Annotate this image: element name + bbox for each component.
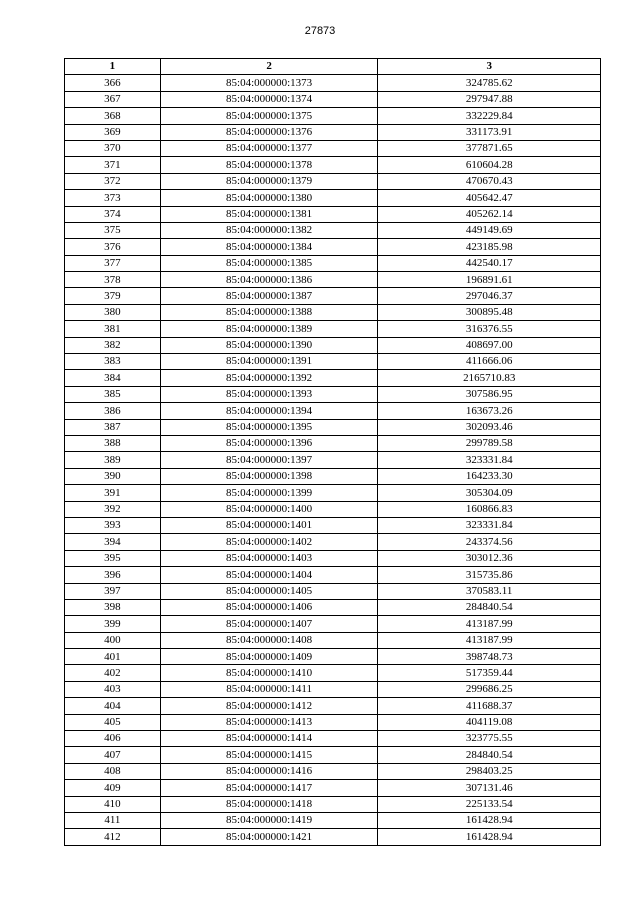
row-number-cell: 367	[65, 91, 161, 107]
value-cell: 323331.84	[378, 452, 601, 468]
cadastral-number-cell: 85:04:000000:1382	[160, 222, 378, 238]
column-header-3: 3	[378, 59, 601, 75]
value-cell: 411666.06	[378, 354, 601, 370]
value-cell: 413187.99	[378, 616, 601, 632]
row-number-cell: 407	[65, 747, 161, 763]
table-row	[65, 108, 601, 124]
row-number-cell: 401	[65, 649, 161, 665]
value-cell: 299686.25	[378, 681, 601, 697]
table-row	[65, 321, 601, 337]
row-number-cell: 412	[65, 829, 161, 845]
table-row	[65, 763, 601, 779]
table-row	[65, 649, 601, 665]
cadastral-number-cell: 85:04:000000:1415	[160, 747, 378, 763]
value-cell: 161428.94	[378, 829, 601, 845]
cadastral-number-cell: 85:04:000000:1399	[160, 485, 378, 501]
cadastral-number-cell: 85:04:000000:1421	[160, 829, 378, 845]
table-row	[65, 681, 601, 697]
value-cell: 297046.37	[378, 288, 601, 304]
row-number-cell: 383	[65, 354, 161, 370]
cadastral-number-cell: 85:04:000000:1397	[160, 452, 378, 468]
cadastral-number-cell: 85:04:000000:1395	[160, 419, 378, 435]
table-row	[65, 386, 601, 402]
value-cell: 404119.08	[378, 714, 601, 730]
table-row	[65, 157, 601, 173]
row-number-cell: 372	[65, 173, 161, 189]
value-cell: 284840.54	[378, 599, 601, 615]
row-number-cell: 384	[65, 370, 161, 386]
row-number-cell: 370	[65, 140, 161, 156]
table-header-row	[65, 59, 601, 75]
row-number-cell: 405	[65, 714, 161, 730]
row-number-cell: 403	[65, 681, 161, 697]
value-cell: 303012.36	[378, 550, 601, 566]
row-number-cell: 400	[65, 632, 161, 648]
table-row	[65, 714, 601, 730]
cadastral-number-cell: 85:04:000000:1405	[160, 583, 378, 599]
row-number-cell: 399	[65, 616, 161, 632]
table-row	[65, 190, 601, 206]
table-row	[65, 812, 601, 828]
row-number-cell: 366	[65, 75, 161, 91]
value-cell: 297947.88	[378, 91, 601, 107]
value-cell: 517359.44	[378, 665, 601, 681]
table-row	[65, 517, 601, 533]
table-row	[65, 255, 601, 271]
column-header-1: 1	[65, 59, 161, 75]
cadastral-number-cell: 85:04:000000:1416	[160, 763, 378, 779]
table-row	[65, 124, 601, 140]
value-cell: 323775.55	[378, 731, 601, 747]
page-number: 27873	[304, 25, 336, 37]
value-cell: 413187.99	[378, 632, 601, 648]
row-number-cell: 398	[65, 599, 161, 615]
row-number-cell: 380	[65, 304, 161, 320]
value-cell: 405262.14	[378, 206, 601, 222]
value-cell: 163673.26	[378, 403, 601, 419]
value-cell: 408697.00	[378, 337, 601, 353]
cadastral-number-cell: 85:04:000000:1400	[160, 501, 378, 517]
cadastral-number-cell: 85:04:000000:1376	[160, 124, 378, 140]
cadastral-number-cell: 85:04:000000:1412	[160, 698, 378, 714]
cadastral-number-cell: 85:04:000000:1414	[160, 731, 378, 747]
row-number-cell: 388	[65, 435, 161, 451]
table-row	[65, 75, 601, 91]
cadastral-number-cell: 85:04:000000:1396	[160, 435, 378, 451]
cadastral-number-cell: 85:04:000000:1374	[160, 91, 378, 107]
value-cell: 299789.58	[378, 435, 601, 451]
cadastral-number-cell: 85:04:000000:1393	[160, 386, 378, 402]
cadastral-number-cell: 85:04:000000:1419	[160, 812, 378, 828]
cadastral-number-cell: 85:04:000000:1398	[160, 468, 378, 484]
table-row	[65, 435, 601, 451]
row-number-cell: 390	[65, 468, 161, 484]
row-number-cell: 404	[65, 698, 161, 714]
row-number-cell: 385	[65, 386, 161, 402]
value-cell: 307131.46	[378, 780, 601, 796]
table-row	[65, 829, 601, 845]
cadastral-number-cell: 85:04:000000:1381	[160, 206, 378, 222]
table-row	[65, 599, 601, 615]
row-number-cell: 395	[65, 550, 161, 566]
table-row	[65, 140, 601, 156]
row-number-cell: 387	[65, 419, 161, 435]
value-cell: 423185.98	[378, 239, 601, 255]
row-number-cell: 393	[65, 517, 161, 533]
value-cell: 243374.56	[378, 534, 601, 550]
value-cell: 298403.25	[378, 763, 601, 779]
row-number-cell: 411	[65, 812, 161, 828]
table-row	[65, 239, 601, 255]
cadastral-number-cell: 85:04:000000:1390	[160, 337, 378, 353]
row-number-cell: 394	[65, 534, 161, 550]
cadastral-number-cell: 85:04:000000:1392	[160, 370, 378, 386]
cadastral-number-cell: 85:04:000000:1408	[160, 632, 378, 648]
row-number-cell: 409	[65, 780, 161, 796]
cadastral-number-cell: 85:04:000000:1394	[160, 403, 378, 419]
row-number-cell: 381	[65, 321, 161, 337]
value-cell: 164233.30	[378, 468, 601, 484]
table-row	[65, 272, 601, 288]
table-row	[65, 222, 601, 238]
cadastral-number-cell: 85:04:000000:1413	[160, 714, 378, 730]
row-number-cell: 382	[65, 337, 161, 353]
value-cell: 470670.43	[378, 173, 601, 189]
row-number-cell: 402	[65, 665, 161, 681]
row-number-cell: 410	[65, 796, 161, 812]
value-cell: 398748.73	[378, 649, 601, 665]
table-row	[65, 419, 601, 435]
table-row	[65, 304, 601, 320]
table-row	[65, 567, 601, 583]
value-cell: 160866.83	[378, 501, 601, 517]
value-cell: 442540.17	[378, 255, 601, 271]
table-row	[65, 452, 601, 468]
row-number-cell: 374	[65, 206, 161, 222]
cadastral-number-cell: 85:04:000000:1401	[160, 517, 378, 533]
value-cell: 196891.61	[378, 272, 601, 288]
table-row	[65, 632, 601, 648]
cadastral-number-cell: 85:04:000000:1417	[160, 780, 378, 796]
value-cell: 300895.48	[378, 304, 601, 320]
value-cell: 324785.62	[378, 75, 601, 91]
table-row	[65, 780, 601, 796]
row-number-cell: 371	[65, 157, 161, 173]
table-row	[65, 796, 601, 812]
value-cell: 370583.11	[378, 583, 601, 599]
value-cell: 610604.28	[378, 157, 601, 173]
value-cell: 315735.86	[378, 567, 601, 583]
value-cell: 302093.46	[378, 419, 601, 435]
cadastral-number-cell: 85:04:000000:1384	[160, 239, 378, 255]
row-number-cell: 408	[65, 763, 161, 779]
cadastral-number-cell: 85:04:000000:1407	[160, 616, 378, 632]
table-row	[65, 337, 601, 353]
row-number-cell: 378	[65, 272, 161, 288]
value-cell: 316376.55	[378, 321, 601, 337]
cadastral-number-cell: 85:04:000000:1391	[160, 354, 378, 370]
cadastral-number-cell: 85:04:000000:1406	[160, 599, 378, 615]
cadastral-number-cell: 85:04:000000:1373	[160, 75, 378, 91]
row-number-cell: 373	[65, 190, 161, 206]
table-row	[65, 468, 601, 484]
value-cell: 377871.65	[378, 140, 601, 156]
cadastral-number-cell: 85:04:000000:1380	[160, 190, 378, 206]
value-cell: 305304.09	[378, 485, 601, 501]
row-number-cell: 389	[65, 452, 161, 468]
value-cell: 323331.84	[378, 517, 601, 533]
table-row	[65, 403, 601, 419]
cadastral-number-cell: 85:04:000000:1404	[160, 567, 378, 583]
table-row	[65, 501, 601, 517]
table-row	[65, 534, 601, 550]
table-row	[65, 206, 601, 222]
cadastral-number-cell: 85:04:000000:1378	[160, 157, 378, 173]
table-row	[65, 698, 601, 714]
table-body	[65, 75, 601, 845]
table-row	[65, 485, 601, 501]
value-cell: 307586.95	[378, 386, 601, 402]
row-number-cell: 368	[65, 108, 161, 124]
value-cell: 2165710.83	[378, 370, 601, 386]
row-number-cell: 376	[65, 239, 161, 255]
table-row	[65, 91, 601, 107]
cadastral-number-cell: 85:04:000000:1388	[160, 304, 378, 320]
value-cell: 331173.91	[378, 124, 601, 140]
row-number-cell: 377	[65, 255, 161, 271]
cadastral-number-cell: 85:04:000000:1403	[160, 550, 378, 566]
value-cell: 405642.47	[378, 190, 601, 206]
table-row	[65, 616, 601, 632]
table-row	[65, 173, 601, 189]
cadastral-number-cell: 85:04:000000:1410	[160, 665, 378, 681]
value-cell: 332229.84	[378, 108, 601, 124]
row-number-cell: 379	[65, 288, 161, 304]
row-number-cell: 392	[65, 501, 161, 517]
row-number-cell: 375	[65, 222, 161, 238]
table-row	[65, 583, 601, 599]
value-cell: 411688.37	[378, 698, 601, 714]
cadastral-number-cell: 85:04:000000:1418	[160, 796, 378, 812]
cadastral-number-cell: 85:04:000000:1389	[160, 321, 378, 337]
row-number-cell: 396	[65, 567, 161, 583]
cadastral-number-cell: 85:04:000000:1375	[160, 108, 378, 124]
cadastral-number-cell: 85:04:000000:1409	[160, 649, 378, 665]
column-header-2: 2	[160, 59, 378, 75]
row-number-cell: 369	[65, 124, 161, 140]
table-row	[65, 370, 601, 386]
value-cell: 225133.54	[378, 796, 601, 812]
value-cell: 284840.54	[378, 747, 601, 763]
table-row	[65, 354, 601, 370]
row-number-cell: 386	[65, 403, 161, 419]
table-row	[65, 731, 601, 747]
table-row	[65, 550, 601, 566]
row-number-cell: 406	[65, 731, 161, 747]
cadastral-number-cell: 85:04:000000:1387	[160, 288, 378, 304]
cadastral-number-cell: 85:04:000000:1411	[160, 681, 378, 697]
value-cell: 161428.94	[378, 812, 601, 828]
cadastral-number-cell: 85:04:000000:1402	[160, 534, 378, 550]
data-table	[64, 58, 601, 846]
table-row	[65, 747, 601, 763]
cadastral-number-cell: 85:04:000000:1385	[160, 255, 378, 271]
table-row	[65, 288, 601, 304]
row-number-cell: 397	[65, 583, 161, 599]
cadastral-number-cell: 85:04:000000:1379	[160, 173, 378, 189]
value-cell: 449149.69	[378, 222, 601, 238]
row-number-cell: 391	[65, 485, 161, 501]
table-row	[65, 665, 601, 681]
cadastral-number-cell: 85:04:000000:1386	[160, 272, 378, 288]
cadastral-number-cell: 85:04:000000:1377	[160, 140, 378, 156]
